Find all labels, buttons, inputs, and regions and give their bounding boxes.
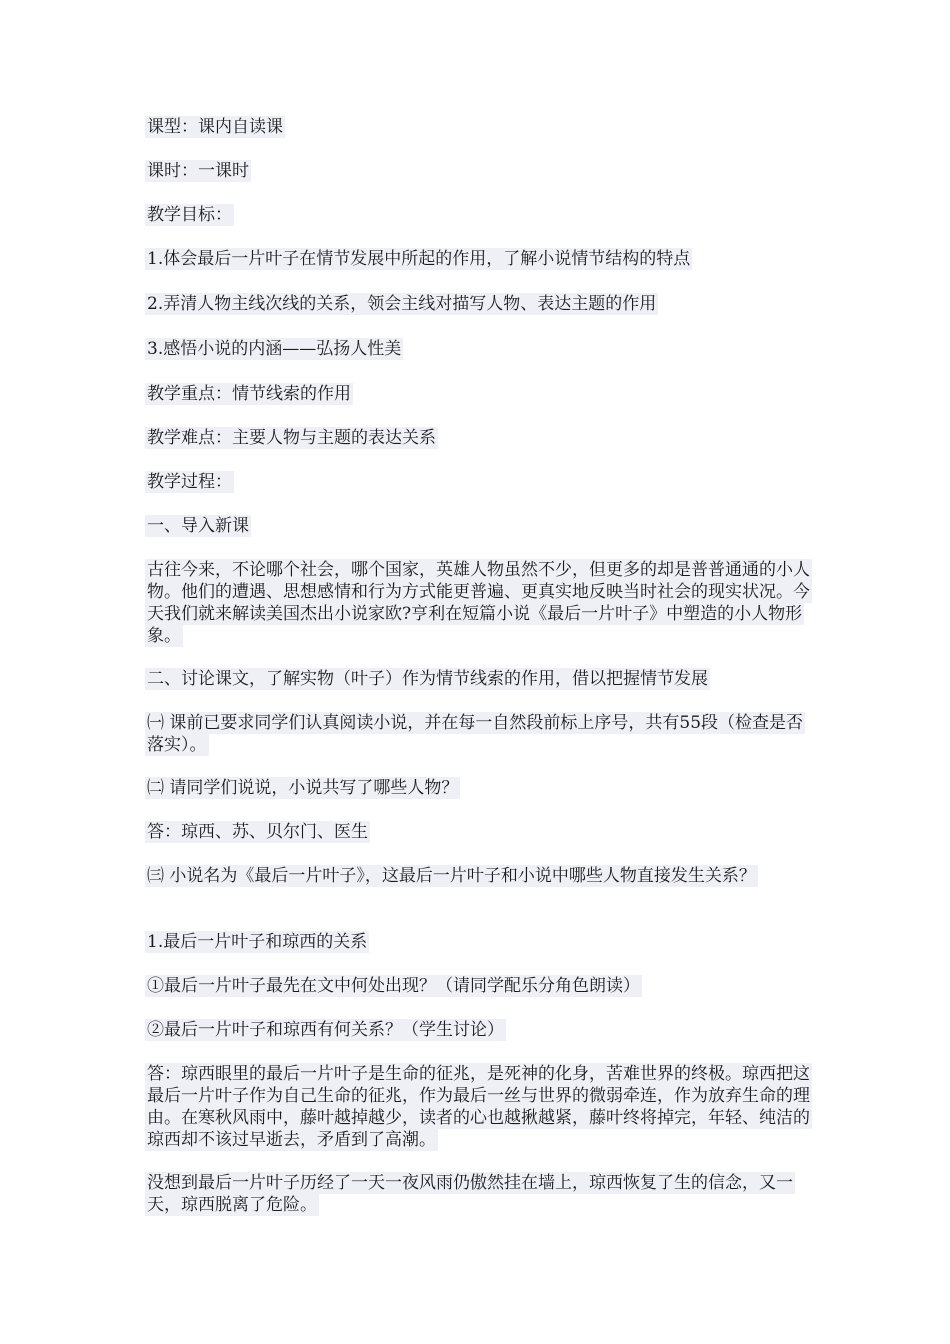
question-2: ②最后一片叶子和琼西有何关系？（学生讨论） [147,1020,504,1040]
subsection-1-heading: 1.最后一片叶子和琼西的关系 [147,932,368,952]
section-1-heading: 一、导入新课 [147,516,249,536]
lesson-hours: 课时：一课时 [147,161,249,181]
teaching-difficulty: 教学难点：主要人物与主题的表达关系 [147,428,436,448]
discussion-item-2: ㈡ 请同学们说说，小说共写了哪些人物？ [147,778,459,798]
closing-paragraph: 没想到最后一片叶子历经了一天一夜风雨仍傲然挂在墙上，琼西恢复了生的信念，又一天，琼西脱离了危险。 [147,1173,793,1215]
teaching-process-heading: 教学过程： [147,472,232,492]
objective-2: 2.弄清人物主线次线的关系，领会主线对描写人物、表达主题的作用 [147,294,657,314]
teaching-objectives-heading: 教学目标： [147,205,232,225]
objective-3: 3.感悟小说的内涵——弘扬人性美 [147,339,402,359]
discussion-item-1: ㈠ 课前已要求同学们认真阅读小说，并在每一自然段前标上序号，共有55段（检查是否落实）。 [147,713,804,755]
teaching-focus: 教学重点：情节线索的作用 [147,384,351,404]
objective-1: 1.体会最后一片叶子在情节发展中所起的作用，了解小说情节结构的特点 [147,249,691,269]
question-1: ①最后一片叶子最先在文中何处出现？（请同学配乐分角色朗读） [147,976,640,996]
answer-paragraph: 答：琼西眼里的最后一片叶子是生命的征兆，是死神的化身，苦难世界的终极。琼西把这最后一片叶子作为自己生命的征兆，作为最后一丝与世界的微弱牵连，作为放弃生命的理由。在寒秋风雨中，藤叶越掉越少，读者的心也越揪越紧，藤叶终将掉完，年轻、纯洁的琼西却不该过早逝去，矛盾到了高潮。 [147,1064,810,1150]
section-2-heading: 二、讨论课文，了解实物（叶子）作为情节线索的作用，借以把握情节发展 [147,669,708,689]
intro-paragraph: 古往今来，不论哪个社会，哪个国家，英雄人物虽然不少，但更多的却是普普通通的小人物。他们的遭遇、思想感情和行为方式能更普遍、更真实地反映当时社会的现实状况。今天我们就来解读美国杰出小说家欧?亨利在短篇小说《最后一片叶子》中塑造的小人物形象。 [147,560,810,646]
answer-characters: 答：琼西、苏、贝尔门、医生 [147,822,368,842]
discussion-item-3: ㈢ 小说名为《最后一片叶子》，这最后一片叶子和小说中哪些人物直接发生关系？ [147,866,756,886]
lesson-type: 课型：课内自读课 [147,117,283,137]
